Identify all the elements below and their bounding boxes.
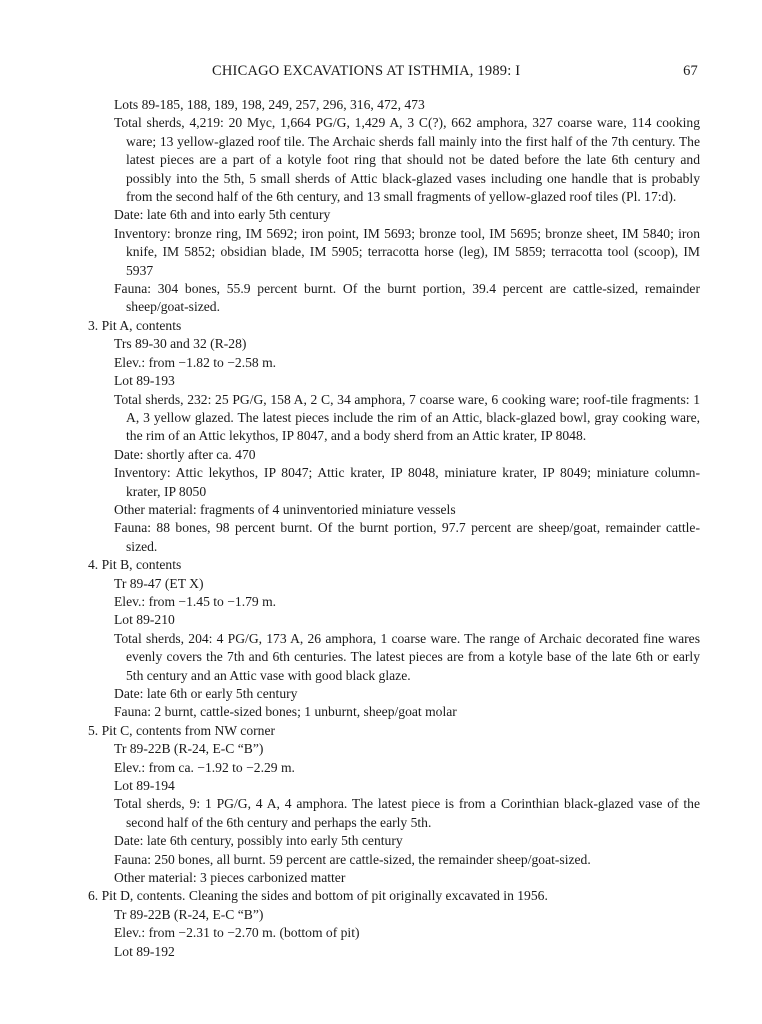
catalog-entry: Other material: fragments of 4 uninventoried miniature vessels (114, 501, 456, 517)
section-heading: 4. Pit B, contents (88, 557, 182, 573)
catalog-entry: Elev.: from −1.82 to −2.58 m. (114, 354, 277, 370)
catalog-entry: Lot 89-192 (114, 943, 175, 959)
catalog-entry: Fauna: 250 bones, all burnt. 59 percent are cattle-sized, the remainder sheep/goat-sized. (114, 851, 591, 867)
catalog-entry: Inventory: Attic lekythos, IP 8047; Attic krater, IP 8048, miniature krater, IP 8049; miniature column-krater, IP 8050 (114, 465, 700, 499)
catalog-entry: Elev.: from −2.31 to −2.70 m. (bottom of pit) (114, 925, 360, 941)
catalog-entry: Date: shortly after ca. 470 (114, 446, 256, 462)
catalog-entry: Elev.: from −1.45 to −1.79 m. (114, 593, 277, 609)
catalog-entry: Date: late 6th or early 5th century (114, 686, 298, 701)
catalog-entry: Total sherds, 232: 25 PG/G, 158 A, 2 C, 34 amphora, 7 coarse ware, 6 cooking ware; roof-tile fragments: 1 A, 3 yellow glazed. The latest pieces include the rim of an Attic, black-glazed bowl, gray cooking ware, the rim of an Attic lekythos, IP 8047, and a body sherd from an Attic krater, IP 8048. (114, 391, 700, 444)
body-text (88, 96, 700, 961)
catalog-entry: Lot 89-193 (114, 373, 175, 389)
section-heading: 3. Pit A, contents (88, 317, 182, 333)
catalog-entry: Lots 89-185, 188, 189, 198, 249, 257, 296, 316, 472, 473 (114, 97, 425, 112)
catalog-entry: Fauna: 88 bones, 98 percent burnt. Of the burnt portion, 97.7 percent are sheep/goat, remainder cattle-sized. (114, 520, 700, 554)
catalog-entry: Tr 89-22B (R-24, E-C “B”) (114, 906, 264, 922)
catalog-entry: Total sherds, 4,219: 20 Myc, 1,664 PG/G, 1,429 A, 3 C(?), 662 amphora, 327 coarse ware, 114 cooking ware; 13 yellow-glazed roof tile. The Archaic sherds fall mainly into the first half of the 7th century. The latest pieces are a part of a kotyle foot ring that should not be dated before the late 6th century and possibly into the 5th, 5 small sherds of Attic black-glazed vases including one handle that is probably from the second half of the 6th century, and 13 small fragments of yellow-glazed roof tiles (Pl. 17:d). (114, 115, 700, 205)
catalog-entry: Other material: 3 pieces carbonized matter (114, 870, 346, 886)
catalog-entry: Date: late 6th and into early 5th century (114, 207, 331, 223)
section-heading: 5. Pit C, contents from NW corner (88, 722, 276, 738)
section-heading: 6. Pit D, contents. Cleaning the sides and bottom of pit originally excavated in 1956. (88, 888, 548, 904)
catalog-entry: Fauna: 304 bones, 55.9 percent burnt. Of the burnt portion, 39.4 percent are cattle-sized, remainder sheep/goat-sized. (114, 281, 700, 315)
catalog-entry: Total sherds, 204: 4 PG/G, 173 A, 26 amphora, 1 coarse ware. The range of Archaic decorated fine wares evenly covers the 7th and 6th centuries. The latest pieces are from a kotyle base of the late 6th or early 5th century and an Attic vase with good black glaze. (114, 630, 700, 683)
catalog-entry: Tr 89-47 (ET X) (114, 575, 204, 591)
catalog-entry: Date: late 6th century, possibly into early 5th century (114, 833, 403, 849)
catalog-entry: Inventory: bronze ring, IM 5692; iron point, IM 5693; bronze tool, IM 5695; bronze sheet, IM 5840; iron knife, IM 5852; obsidian blade, IM 5905; terracotta horse (leg), IM 5859; terracotta tool (scoop), IM 5937 (114, 225, 700, 278)
catalog-entry: Elev.: from ca. −1.92 to −2.29 m. (114, 759, 295, 775)
running-title: CHICAGO EXCAVATIONS AT ISTHMIA, 1989: I (212, 63, 521, 79)
page-number: 67 (683, 63, 698, 79)
catalog-entry: Fauna: 2 burnt, cattle-sized bones; 1 unburnt, sheep/goat molar (114, 704, 457, 720)
catalog-entry: Lot 89-194 (114, 778, 175, 794)
catalog-entry: Trs 89-30 and 32 (R-28) (114, 336, 247, 352)
catalog-entry: Tr 89-22B (R-24, E-C “B”) (114, 741, 264, 757)
catalog-entry: Lot 89-210 (114, 612, 175, 628)
running-header (212, 62, 698, 80)
catalog-entry: Total sherds, 9: 1 PG/G, 4 A, 4 amphora. The latest piece is from a Corinthian black-glazed vase of the second half of the 6th century and perhaps the early 5th. (114, 796, 700, 830)
